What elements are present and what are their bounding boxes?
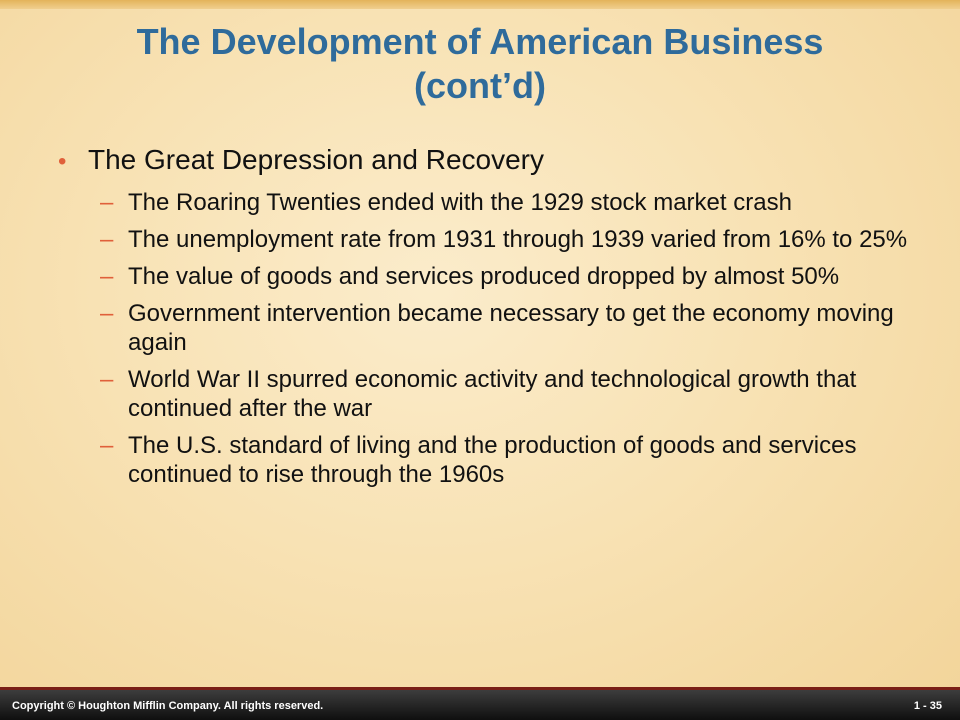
dash-icon: – <box>100 226 114 253</box>
dash-icon: – <box>100 189 114 216</box>
dash-icon: – <box>100 432 114 459</box>
dash-icon: – <box>100 263 114 290</box>
main-bullet-text: The Great Depression and Recovery <box>88 144 544 175</box>
copyright-text: Copyright © Houghton Mifflin Company. All rights reserved. <box>12 700 324 712</box>
footer-bar <box>0 690 960 720</box>
sub-bullet-item <box>100 188 928 217</box>
sub-bullet-list <box>58 188 928 489</box>
title-line-2: (cont’d) <box>414 65 546 106</box>
main-bullet <box>58 142 928 180</box>
sub-bullet-text: Government intervention became necessary to get the economy moving again <box>128 300 894 356</box>
sub-bullet-item <box>100 225 928 254</box>
sub-bullet-text: The unemployment rate from 1931 through 1939 varied from 16% to 25% <box>128 226 908 253</box>
top-accent-bar <box>0 0 960 9</box>
sub-bullet-item <box>100 431 928 489</box>
sub-bullet-item <box>100 299 928 357</box>
slide-content <box>58 142 928 497</box>
sub-bullet-text: The U.S. standard of living and the production of goods and services continued to rise through the 1960s <box>128 432 857 488</box>
bullet-dot-icon: • <box>58 148 67 175</box>
dash-icon: – <box>100 300 114 327</box>
sub-bullet-item <box>100 262 928 291</box>
sub-bullet-item <box>100 365 928 423</box>
slide-title <box>40 20 920 108</box>
sub-bullet-text: The Roaring Twenties ended with the 1929 stock market crash <box>128 189 792 216</box>
page-number: 1 - 35 <box>913 700 942 712</box>
dash-icon: – <box>100 366 114 393</box>
sub-bullet-text: The value of goods and services produced dropped by almost 50% <box>128 263 840 290</box>
title-line-1: The Development of American Business <box>136 21 824 62</box>
sub-bullet-text: World War II spurred economic activity and technological growth that continued after the war <box>128 366 857 422</box>
